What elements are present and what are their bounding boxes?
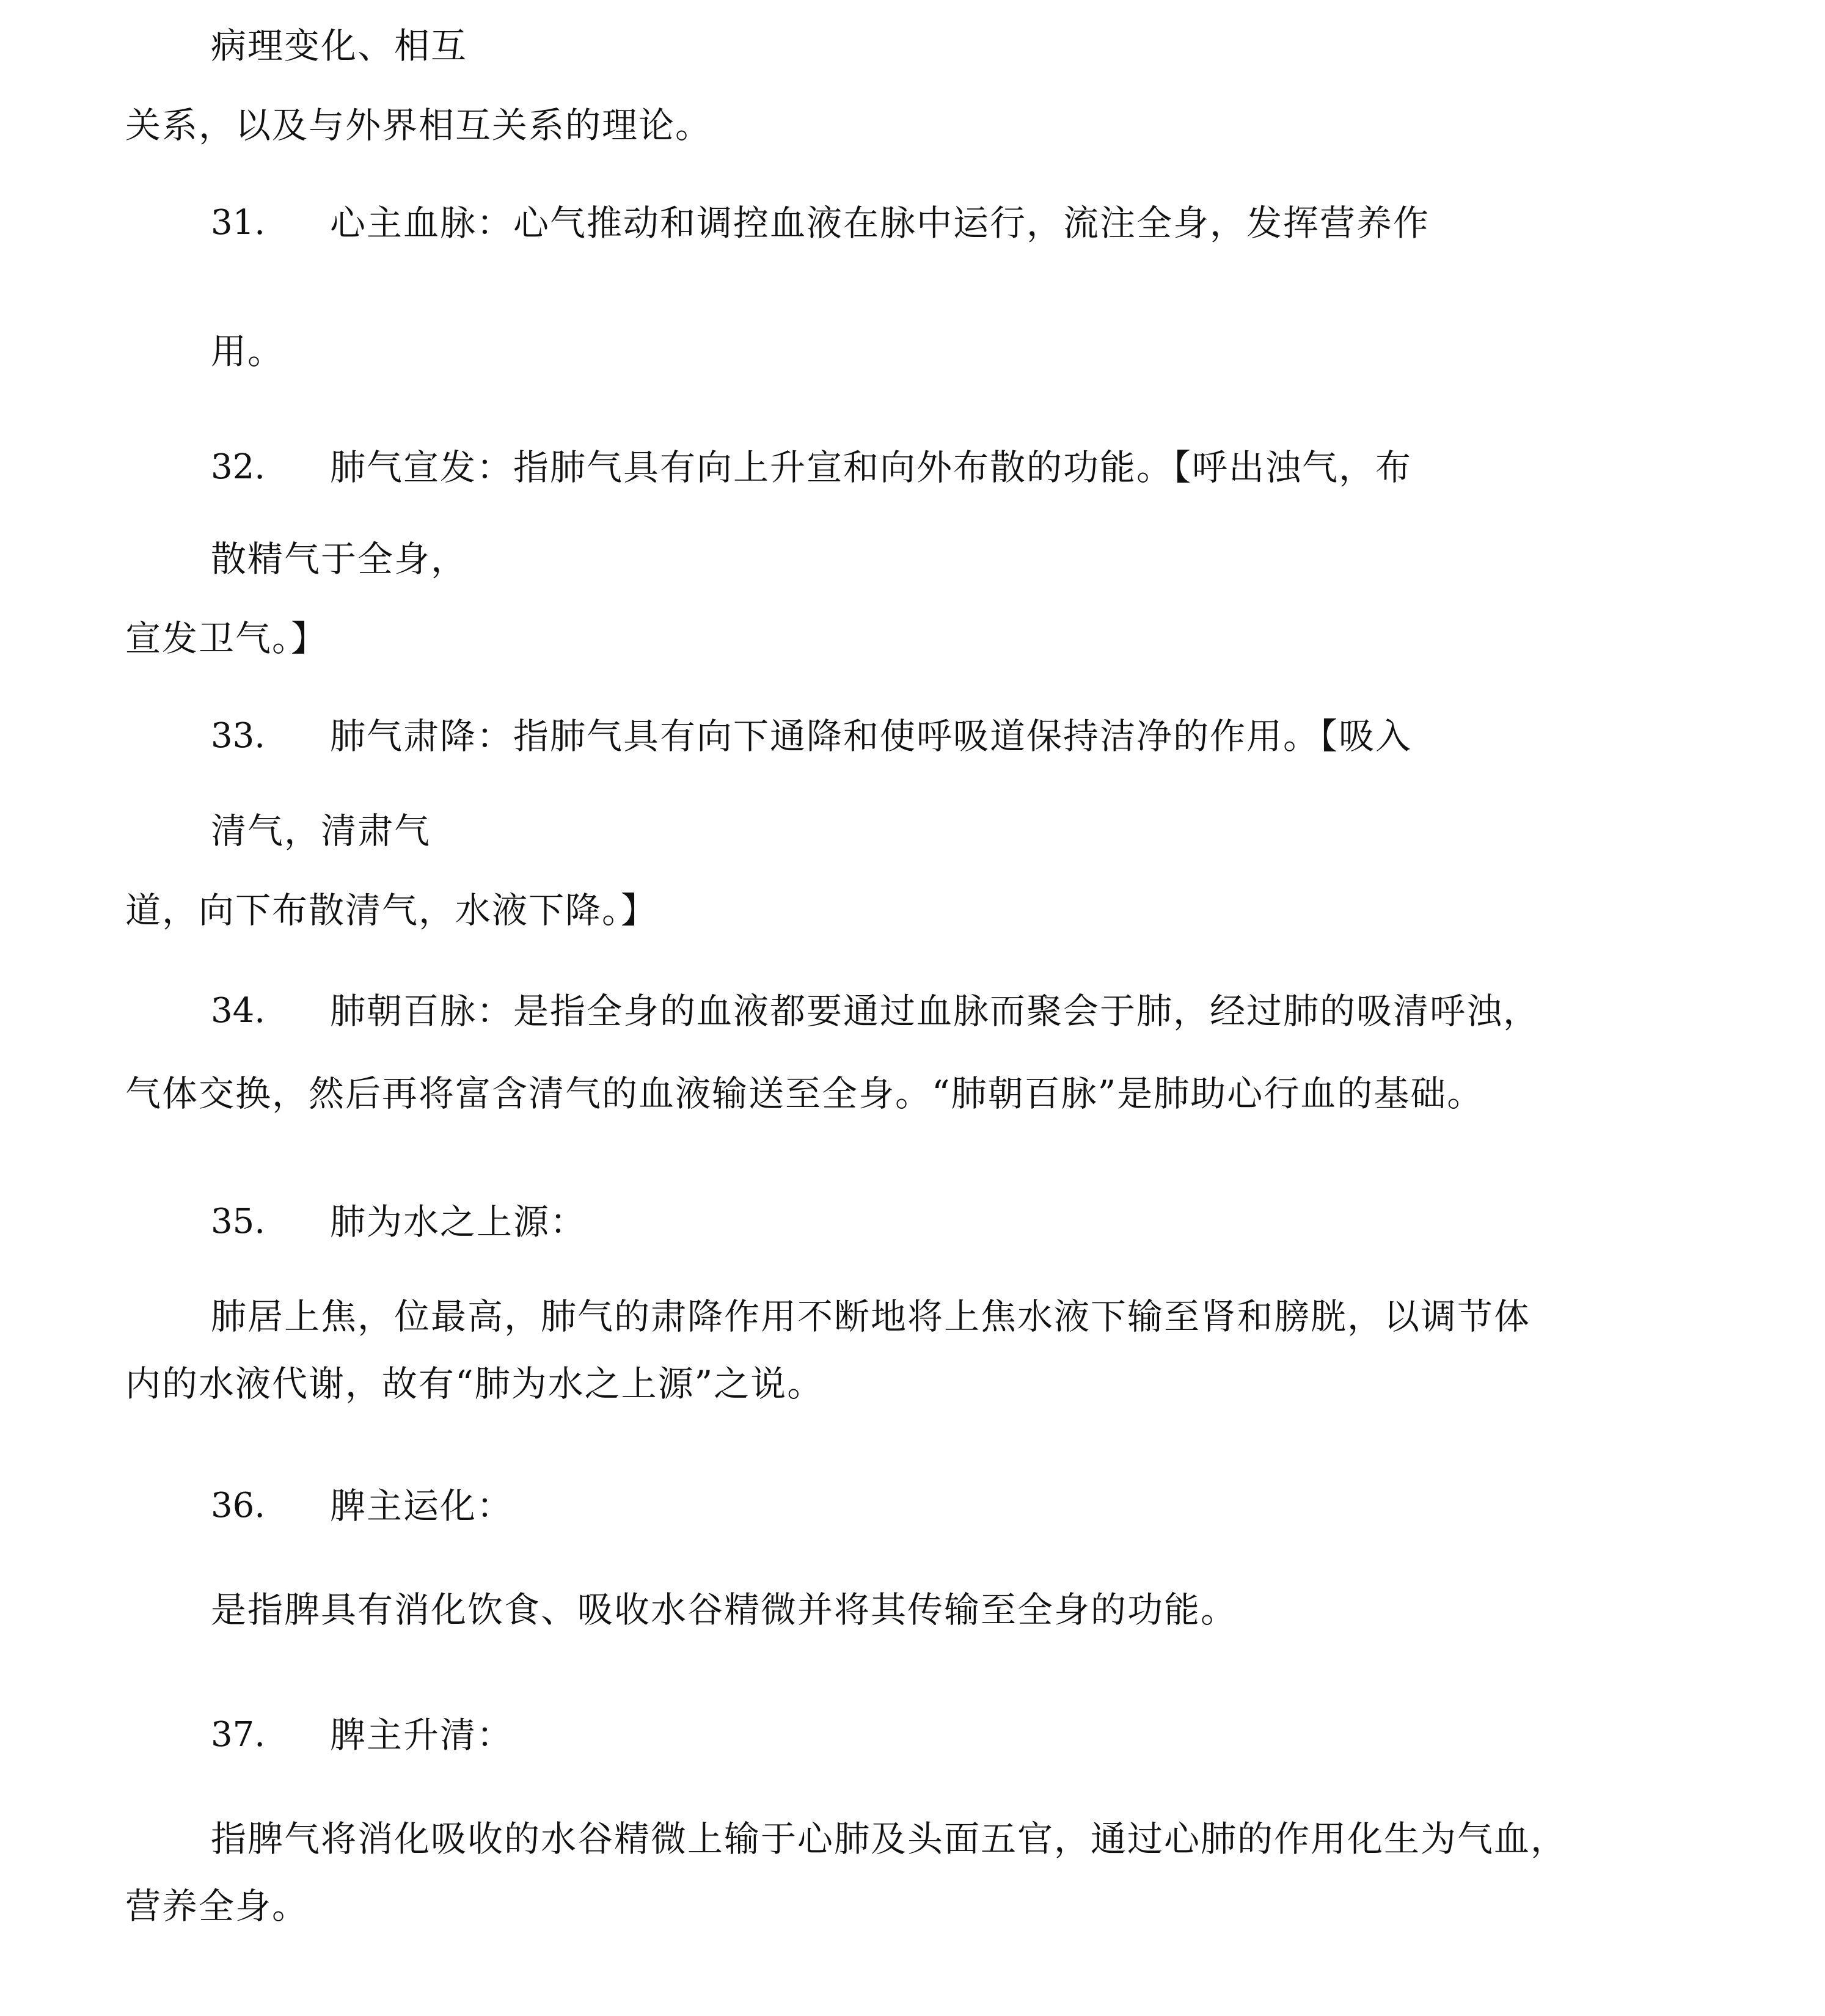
item-text: 脾主升清： <box>330 1714 514 1756</box>
text-line: 用。 <box>211 331 285 372</box>
item-number: 36. <box>211 1486 266 1525</box>
text-line: 内的水液代谢，故有“肺为水之上源”之说。 <box>125 1363 824 1404</box>
item-number: 34. <box>211 991 266 1031</box>
item-text: 肺朝百脉：是指全身的血液都要通过血脉而聚会于肺，经过肺的吸清呼浊， <box>330 990 1540 1032</box>
text-line: 是指脾具有消化饮食、吸收水谷精微并将其传输至全身的功能。 <box>211 1589 1238 1631</box>
text-line: 营养全身。 <box>125 1885 309 1927</box>
item-number: 32. <box>211 447 266 487</box>
text-line: 病理变化、相互 <box>211 25 468 67</box>
text-line: 散精气于全身， <box>211 538 468 580</box>
text-line: 气体交换，然后再将富含清气的血液输送至全身。“肺朝百脉”是肺助心行血的基础。 <box>125 1073 1484 1114</box>
item-text: 心主血脉：心气推动和调控血液在脉中运行，流注全身，发挥营养作 <box>330 202 1430 244</box>
item-number: 31. <box>211 203 266 243</box>
text-line: 宣发卫气。】 <box>125 618 328 659</box>
item-text: 肺气宣发：指肺气具有向上升宣和向外布散的功能。【呼出浊气，布 <box>330 447 1413 488</box>
item-number: 33. <box>211 716 266 756</box>
text-line: 道，向下布散清气，水液下降。】 <box>125 889 658 931</box>
item-text: 肺气肃降：指肺气具有向下通降和使呼吸道保持洁净的作用。【吸入 <box>330 715 1413 757</box>
item-number: 35. <box>211 1202 266 1241</box>
text-line: 指脾气将消化吸收的水谷精微上输于心肺及头面五官，通过心肺的作用化生为气血， <box>211 1818 1568 1860</box>
item-text: 脾主运化： <box>330 1485 514 1527</box>
item-text: 肺为水之上源： <box>330 1201 587 1243</box>
item-number: 37. <box>211 1715 266 1755</box>
text-line: 清气，清肃气 <box>211 810 431 852</box>
text-line: 肺居上焦，位最高，肺气的肃降作用不断地将上焦水液下输至肾和膀胱，以调节体 <box>211 1296 1531 1337</box>
text-line: 关系，以及与外界相互关系的理论。 <box>125 104 712 146</box>
